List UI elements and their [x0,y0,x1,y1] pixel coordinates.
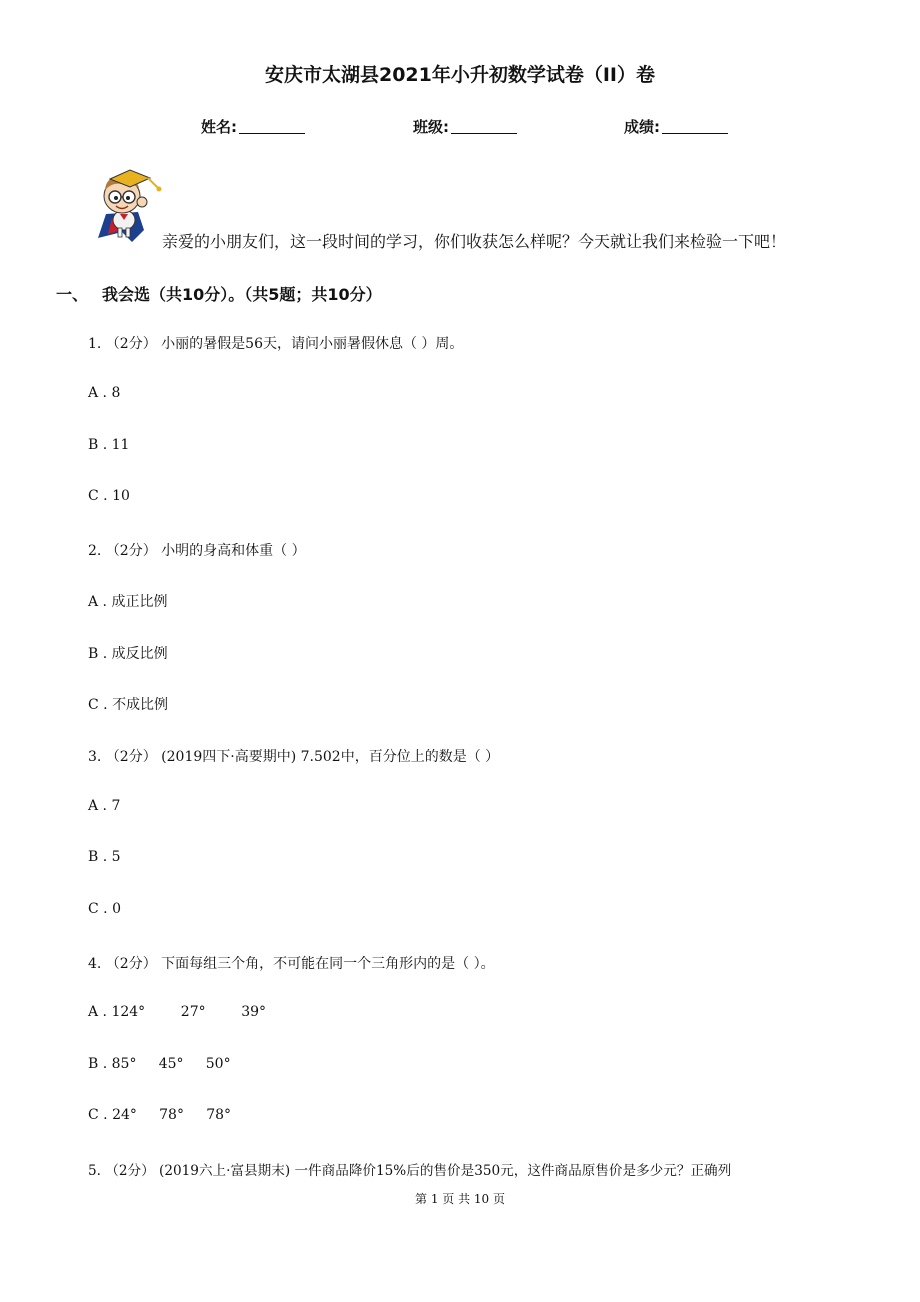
name-label: 姓名: [201,118,237,136]
score-blank [662,119,728,134]
page-footer: 第 1 页 共 10 页 [415,1192,505,1206]
question-2-option-a: A . 成正比例 [88,594,168,610]
mascot-icon [92,168,168,244]
question-4-option-b: B . 85° 45° 50° [88,1056,231,1072]
class-blank [451,119,517,134]
name-blank [239,119,305,134]
section-heading [56,282,382,305]
question-2-option-c: C . 不成比例 [88,697,169,713]
greeting-text: 亲爱的小朋友们，这一段时间的学习，你们收获怎么样呢？今天就让我们来检验一下吧！ [162,232,787,251]
question-1-option-a: A . 8 [88,385,121,401]
question-4-option-c: C . 24° 78° 78° [88,1107,232,1123]
question-3-option-a: A . 7 [88,798,121,814]
class-field [413,116,517,137]
question-1-option-b: B . 11 [88,437,130,453]
question-1-option-c: C . 10 [88,488,130,504]
score-label: 成绩: [624,118,660,136]
section-number: 一、 [56,285,89,304]
section-title: 我会选（共10分）。（共5题；共10分） [102,285,382,304]
question-4-option-a: A . 124° 27° 39° [88,1004,267,1020]
question-2-stem: 2. （2分） 小明的身高和体重（ ） [88,543,306,559]
question-3-option-b: B . 5 [88,849,121,865]
question-3-stem: 3. （2分） (2019四下·高要期中) 7.502中，百分位上的数是（ ） [88,749,500,765]
question-1-stem: 1. （2分） 小丽的暑假是56天，请问小丽暑假休息（ ）周。 [88,336,464,352]
class-label: 班级: [413,118,449,136]
page-title: 安庆市太湖县2021年小升初数学试卷（II）卷 [264,64,656,86]
name-field [201,116,305,137]
question-2-option-b: B . 成反比例 [88,646,168,662]
question-5-stem: 5. （2分） (2019六上·富县期末) 一件商品降价15%后的售价是350元，这件商品原售价是多少元？正确列 [88,1163,732,1179]
question-3-option-c: C . 0 [88,901,121,917]
score-field [624,116,728,137]
question-4-stem: 4. （2分） 下面每组三个角，不可能在同一个三角形内的是（ ）。 [88,956,495,972]
